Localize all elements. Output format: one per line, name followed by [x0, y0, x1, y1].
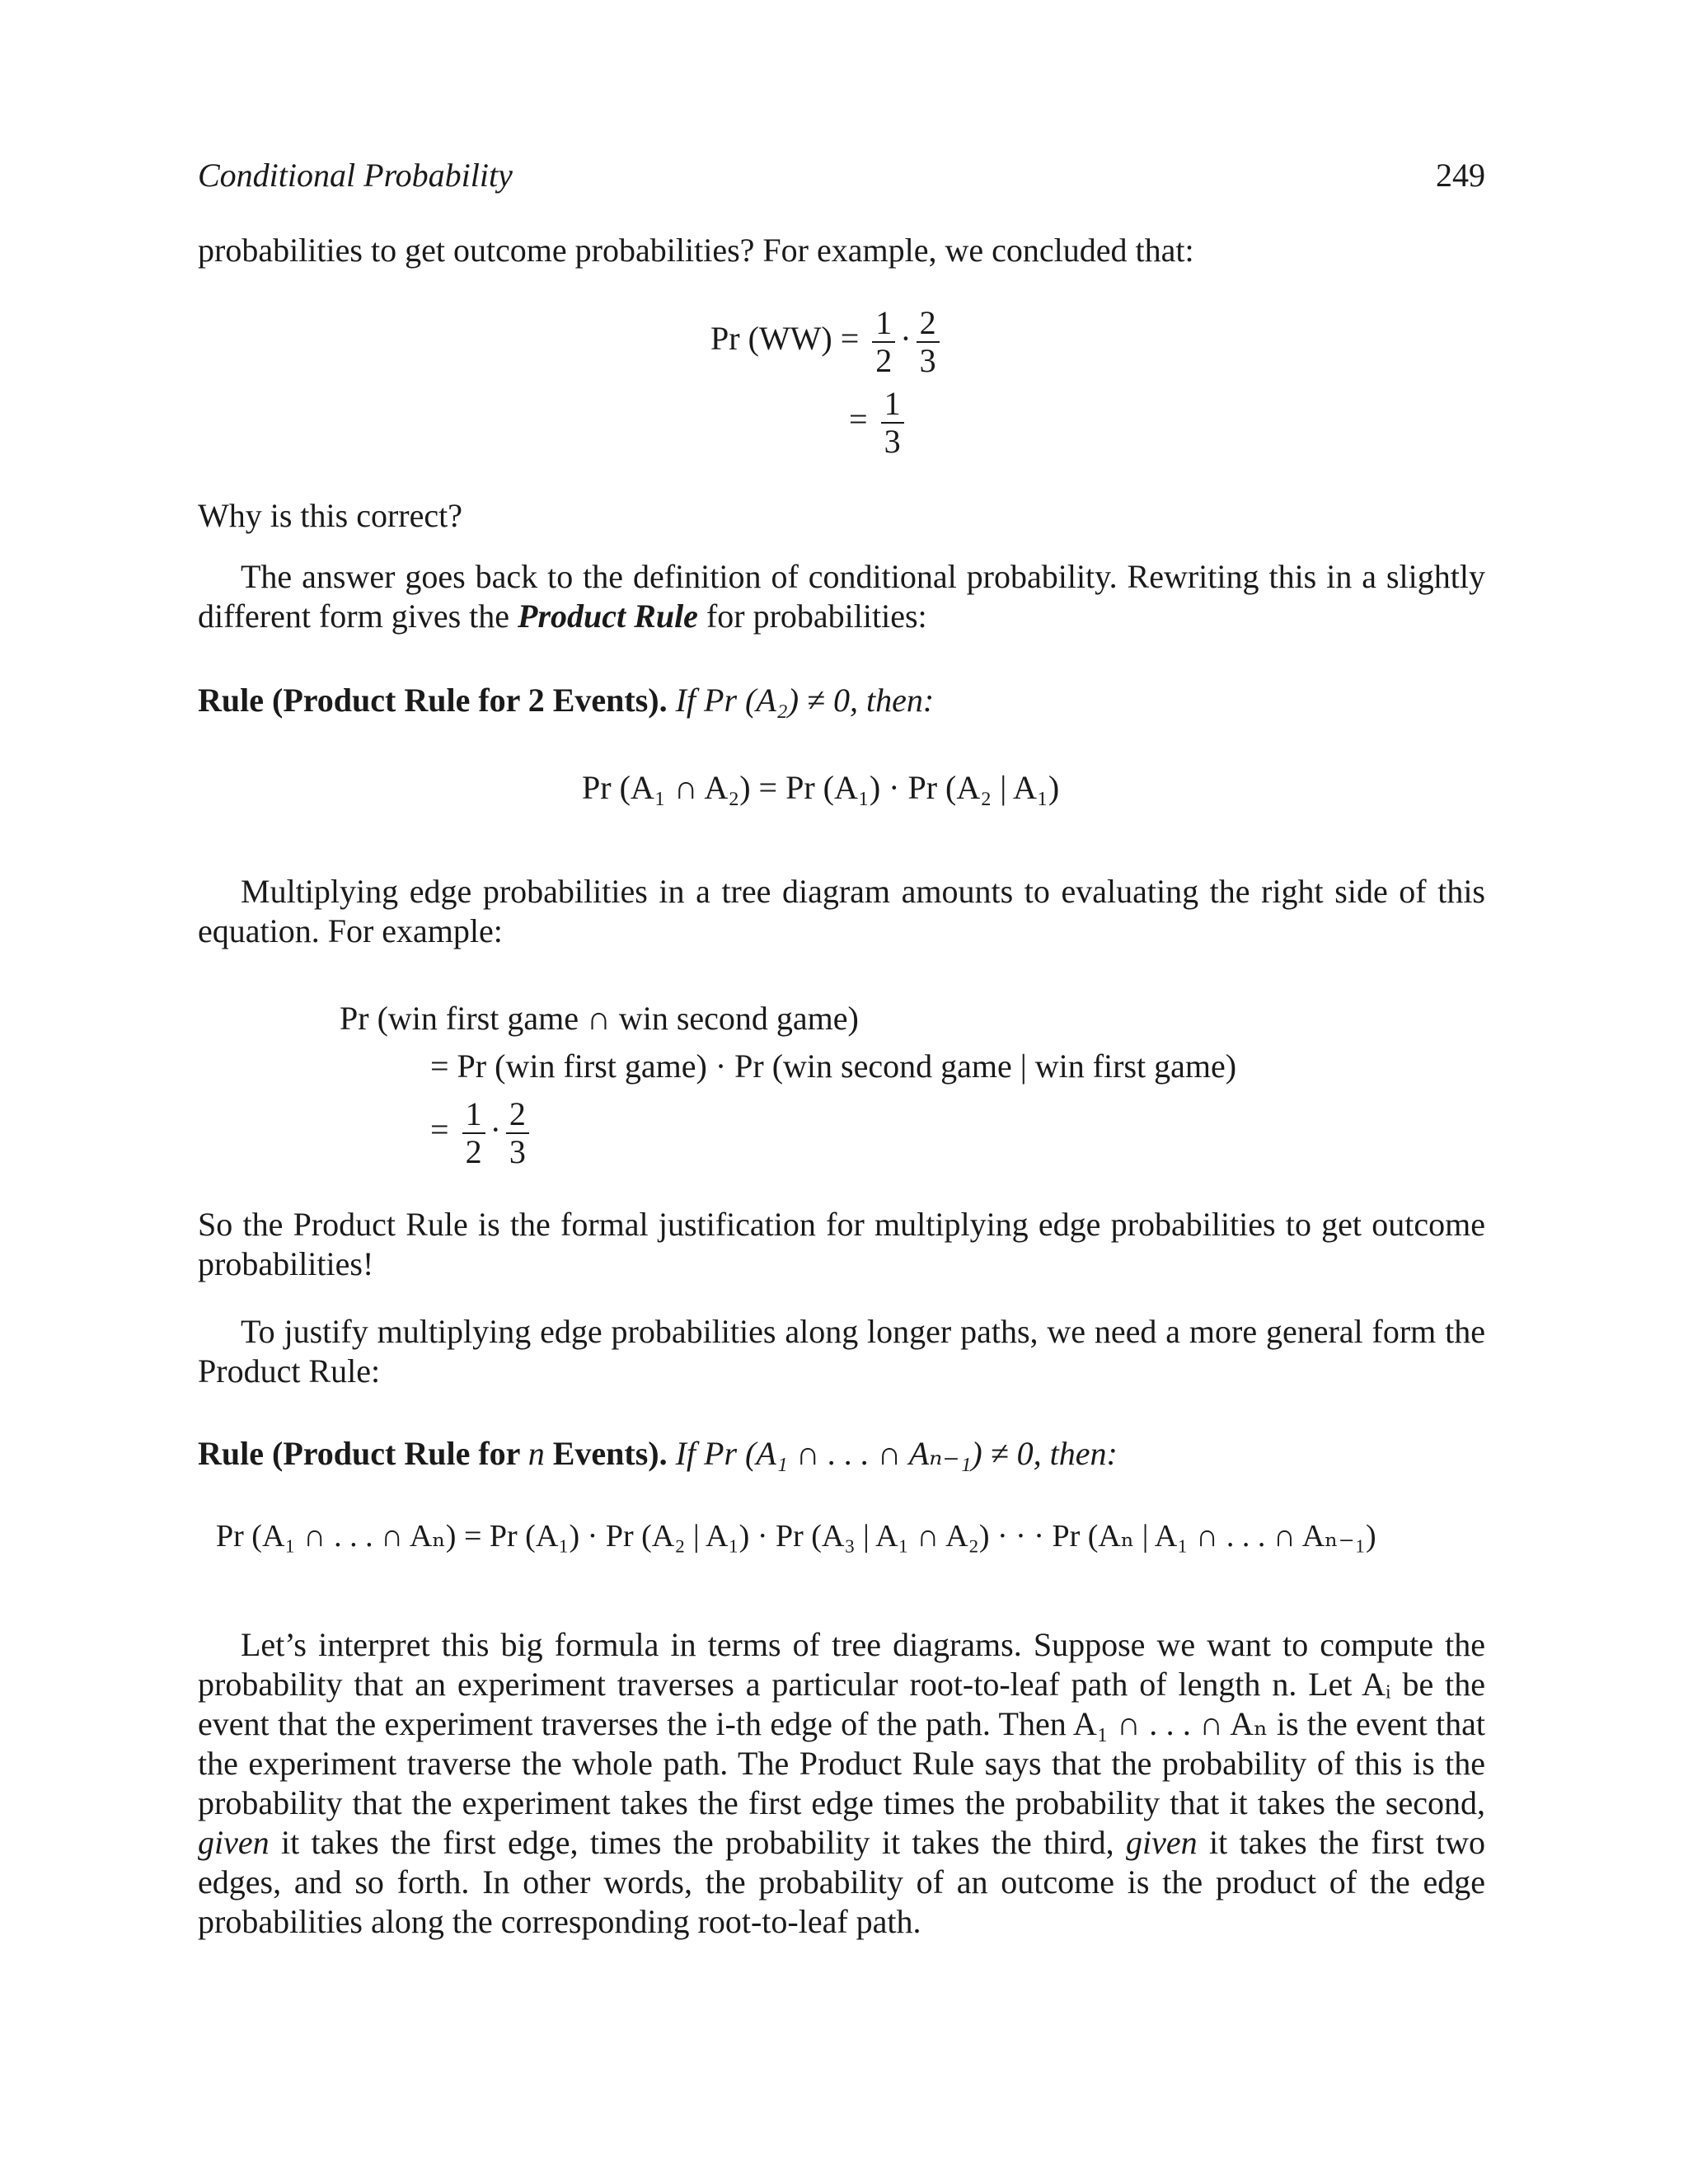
- rule-condition: If Pr (A₂) ≠ 0, then:: [667, 682, 935, 719]
- example-line-1: Pr (win first game ∩ win second game): [340, 1000, 859, 1037]
- rule-product-n-events: [198, 1434, 1485, 1474]
- rule-heading-b: Events).: [544, 1435, 668, 1472]
- fraction-two-thirds: $\frac{2}{3}$: [506, 1096, 529, 1170]
- paragraph-5: So the Product Rule is the formal justification for multiplying edge probabilities to get outcome probabilities!: [198, 1206, 1485, 1282]
- fraction-one-half: $\frac{1}{2}$: [462, 1096, 485, 1170]
- page-number: 249: [1436, 157, 1485, 194]
- equation-product-rule-2: Pr (A₁ ∩ A₂) = Pr (A₁) · Pr (A₂ | A₁): [582, 769, 1060, 806]
- fraction-two-thirds: $\frac{2}{3}$: [917, 305, 940, 379]
- paragraph-4: Multiplying edge probabilities in a tree diagram amounts to evaluating the right side of this equation. For example:: [198, 873, 1485, 949]
- equation-pr-ww: Pr (WW) = $\frac{1}{2}$ · $\frac{2}{3}$: [710, 305, 945, 379]
- paragraph-2: Why is this correct?: [198, 497, 462, 534]
- paragraph-6: To justify multiplying edge probabilities along longer paths, we need a more general form the Product Rule:: [198, 1313, 1485, 1390]
- paragraph-7: Let’s interpret this big formula in terms of tree diagrams. Suppose we want to compute the probability that an experiment traverses a particular root-to-leaf path of length n. Let Aᵢ be the event that the experiment traverses the i-th edge of the path. Then A₁ ∩ . . . ∩ Aₙ is the event that the experiment traverse the whole path. The Product Rule says that the probability of this is the probability that the experiment takes the first edge times the probability that it takes the second, given it takes the first edge, times the probability it takes the third, given it takes the first two edges, and so forth. In other words, the probability of an outcome is the product of the edge probabilities along the corresponding root-to-leaf path.: [198, 1626, 1486, 1940]
- rule-heading-a: Rule (Product Rule for: [198, 1435, 528, 1472]
- rule-condition: If Pr (A₁ ∩ . . . ∩ Aₙ₋₁) ≠ 0, then:: [667, 1435, 1118, 1472]
- emphasis-given-1: given: [198, 1824, 270, 1861]
- rule-heading-n: n: [528, 1435, 545, 1472]
- fraction-one-half: $\frac{1}{2}$: [872, 305, 895, 379]
- paragraph-3: The answer goes back to the definition of conditional probability. Rewriting this in a slightly different form gives the Product Rule for probabilities:: [198, 558, 1485, 635]
- rule-heading: Rule (Product Rule for 2 Events).: [198, 682, 668, 719]
- rule-product-2-events: [198, 681, 1485, 720]
- chapter-title: Conditional Probability: [198, 157, 513, 194]
- equation-lhs: Pr (WW) =: [710, 320, 860, 358]
- emphasis-given-2: given: [1126, 1824, 1198, 1861]
- example-line-3: = $\frac{1}{2}$ · $\frac{2}{3}$: [430, 1096, 534, 1170]
- equation-product-rule-n: Pr (A₁ ∩ . . . ∩ Aₙ) = Pr (A₁) · Pr (A₂ | A₁) · Pr (A₃ | A₁ ∩ A₂) · · · Pr (Aₙ | A₁ ∩ . . . ∩ Aₙ₋₁): [216, 1519, 1376, 1554]
- equation-result: = $\frac{1}{3}$: [849, 386, 909, 460]
- product-rule-term: Product Rule: [518, 598, 698, 635]
- paragraph-1: probabilities to get outcome probabilities? For example, we concluded that:: [198, 232, 1194, 269]
- example-line-2: = Pr (win first game) · Pr (win second game | win first game): [430, 1047, 1237, 1085]
- fraction-one-third: $\frac{1}{3}$: [881, 386, 904, 460]
